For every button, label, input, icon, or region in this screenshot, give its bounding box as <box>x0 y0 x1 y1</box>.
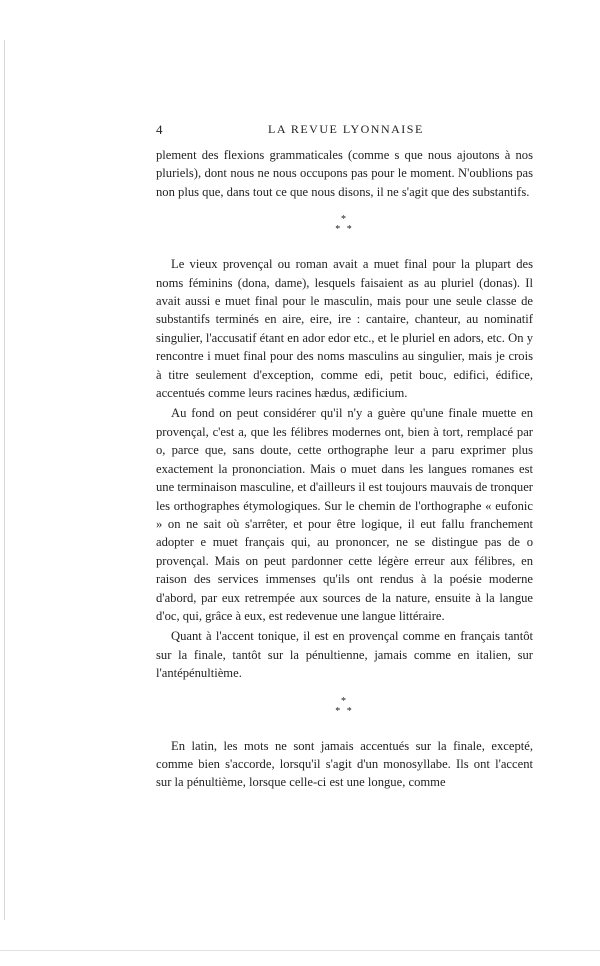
text-body <box>156 146 533 792</box>
scan-edge-line <box>4 40 5 920</box>
paragraph-continuation: plement des flexions grammaticales (comme s que nous ajoutons à nos pluriels), dont nous ne nous occupons pas pour le moment. N'oublions pas non plus que, dans tout ce que nous disons, il ne s'agit que des substantifs. <box>156 148 533 199</box>
asterism-bottom: * * <box>335 224 354 236</box>
paragraph: En latin, les mots ne sont jamais accentués sur la finale, excepté, comme bien s'accorde, lorsqu'il s'agit d'un monosyllabe. Ils ont l'accent sur la pénultième, lorsque celle-ci est une longue, comme <box>156 738 533 790</box>
paragraph: Au fond on peut considérer qu'il n'y a guère qu'une finale muette en provençal, c'est a, que les félibres modernes ont, bien à tort, remplacé par o, parce que, sans doute, cette orthographe leur a paru exprimer plus exactement la prononciation. Mais o muet dans les langues romanes est une terminaison masculine, et d'ailleurs il est toujours mauvais de tronquer les orthographes étymologiques. Sur le chemin de l'orthographe « eufonic » on ne sait où s'arrêter, et pour être logique, il eut fallu franchement adopter e muet français qui, au prononcer, ne se distingue pas de o provençal. Mais on peut pardonner cette légère erreur aux félibres, en raison des services immenses qu'ils ont rendus à la poésie moderne d'abord, par eux retrempée aux sources de la nature, ensuite à la langue d'oc, qui, grâce à eux, est redevenue une langue littéraire. <box>156 406 533 623</box>
section-asterism <box>156 697 533 717</box>
asterism-bottom: * * <box>335 705 354 717</box>
section-asterism <box>156 215 533 235</box>
page-number: 4 <box>156 122 163 137</box>
running-title: LA REVUE LYONNAISE <box>268 122 424 136</box>
page-bottom-edge <box>0 950 600 951</box>
paragraph: Le vieux provençal ou roman avait a muet final pour la plupart des noms féminins (dona, dame), lesquels faisaient as au pluriel (donas). Il avait aussi e muet final pour le masculin, mais pour une seule classe de substantifs terminés en aire, eire, ire : cantaire, chanteur, au nominatif singulier, l'accusatif étant en ador edor etc., et le pluriel en adors, etc. On y rencontre i muet final pour des noms masculins au singulier, mais je crois à titre seulement d'exception, comme edi, petit bouc, edifici, édifice, accentués comme leurs racines hædus, ædificium. <box>156 257 533 401</box>
asterism-top: * <box>341 214 348 226</box>
page-header <box>156 122 534 140</box>
asterism-top: * <box>341 695 348 707</box>
paragraph: Quant à l'accent tonique, il est en provençal comme en français tantôt sur la finale, tantôt sur la pénultienne, jamais comme en italien, sur l'antépénultième. <box>156 629 533 681</box>
